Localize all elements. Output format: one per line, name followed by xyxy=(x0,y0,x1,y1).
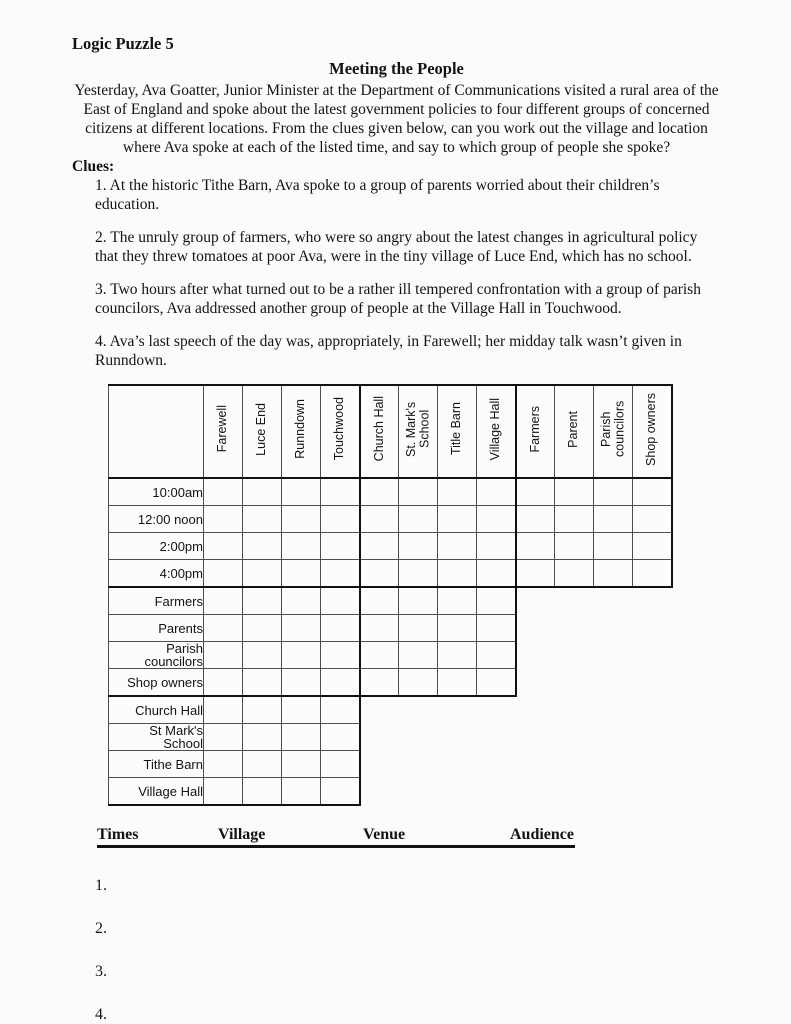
grid-cell xyxy=(243,751,282,778)
grid-cell xyxy=(204,778,243,806)
row-label: Farmers xyxy=(109,587,204,615)
grid-cell xyxy=(204,724,243,751)
grid-cell xyxy=(282,615,321,642)
grid-cell xyxy=(243,642,282,669)
grid-cell xyxy=(282,642,321,669)
corner-cell xyxy=(109,385,204,478)
grid-cell xyxy=(477,506,516,533)
row-label: Tithe Barn xyxy=(109,751,204,778)
grid-cell xyxy=(438,478,477,506)
grid-cell xyxy=(555,560,594,588)
column-header xyxy=(555,385,594,478)
column-header-label: Shop owners xyxy=(644,392,658,466)
grid-cell xyxy=(360,669,399,697)
intro-paragraph: Yesterday, Ava Goatter, Junior Minister at the Department of Communications visited a rural area of the East of England and spoke about the latest government policies to four different groups of concerned citizens at different locations. From the clues given below, can you work out the village and location where Ava spoke at each of the listed time, and say to which group of people she spoke? xyxy=(74,82,719,156)
column-header xyxy=(516,385,555,478)
column-header-label: Parent xyxy=(566,410,581,448)
column-header xyxy=(282,385,321,478)
grid-cell xyxy=(438,669,477,697)
grid-cell xyxy=(438,642,477,669)
grid-cell xyxy=(321,506,360,533)
column-header-label: Touchwood xyxy=(332,397,346,461)
doc-subtitle: Meeting the People xyxy=(329,59,464,78)
grid-cell xyxy=(477,560,516,588)
grid-cell xyxy=(633,560,672,588)
grid-cell xyxy=(633,506,672,533)
grid-cell xyxy=(321,615,360,642)
grid-cell xyxy=(555,478,594,506)
clue-item: 1. At the historic Tithe Barn, Ava spoke to a group of parents worried about their children’s education. xyxy=(95,177,660,213)
grid-cell xyxy=(204,533,243,560)
grid-cell xyxy=(204,696,243,724)
column-header-label: Farmers xyxy=(527,405,542,453)
doc-title: Logic Puzzle 5 xyxy=(72,34,174,53)
grid-cell xyxy=(243,478,282,506)
grid-cell xyxy=(477,478,516,506)
grid-cell xyxy=(204,587,243,615)
grid-cell xyxy=(243,724,282,751)
column-header xyxy=(321,385,360,478)
clues-heading: Clues: xyxy=(72,158,115,175)
row-label: Parents xyxy=(109,615,204,642)
grid-cell xyxy=(399,506,438,533)
row-label: Shop owners xyxy=(109,669,204,697)
grid-cell xyxy=(360,615,399,642)
grid-cell xyxy=(360,478,399,506)
grid-cell xyxy=(321,696,360,724)
grid-cell xyxy=(516,506,555,533)
grid-cell xyxy=(633,533,672,560)
grid-cell xyxy=(516,533,555,560)
answers-header-times: Times xyxy=(97,826,139,843)
grid-cell xyxy=(594,533,633,560)
grid-cell xyxy=(243,587,282,615)
grid-cell xyxy=(477,587,516,615)
row-label: St Mark's School xyxy=(109,724,204,751)
row-label: 10:00am xyxy=(109,478,204,506)
grid-cell xyxy=(594,506,633,533)
column-header-label: Farewell xyxy=(215,405,230,453)
grid-cell xyxy=(555,533,594,560)
grid-cell xyxy=(438,533,477,560)
answers-header-venue: Venue xyxy=(363,826,406,843)
column-header-label: Runndown xyxy=(293,399,308,459)
column-header-label: Church Hall xyxy=(371,396,386,462)
grid-cell xyxy=(438,506,477,533)
answers-header-audience: Audience xyxy=(510,826,574,843)
grid-cell xyxy=(321,478,360,506)
grid-cell xyxy=(399,615,438,642)
row-label: Village Hall xyxy=(109,778,204,806)
grid-cell xyxy=(243,615,282,642)
row-label: Church Hall xyxy=(109,696,204,724)
grid-cell xyxy=(321,533,360,560)
grid-cell xyxy=(321,751,360,778)
grid-cell xyxy=(360,587,399,615)
grid-cell xyxy=(282,724,321,751)
row-label: 2:00pm xyxy=(109,533,204,560)
grid-cell xyxy=(243,533,282,560)
grid-cell xyxy=(438,615,477,642)
grid-cell xyxy=(204,560,243,588)
grid-cell xyxy=(399,533,438,560)
answers-header xyxy=(97,826,575,848)
answers-header-village: Village xyxy=(218,826,266,843)
grid-cell xyxy=(399,642,438,669)
answer-item: 1. xyxy=(95,877,107,894)
column-header xyxy=(594,385,633,478)
column-header xyxy=(477,385,516,478)
answer-item: 4. xyxy=(95,1006,107,1023)
grid-cell xyxy=(243,696,282,724)
grid-cell xyxy=(594,560,633,588)
grid-cell xyxy=(282,778,321,806)
grid-cell xyxy=(594,478,633,506)
grid-cell xyxy=(282,533,321,560)
clue-item: 2. The unruly group of farmers, who were so angry about the latest changes in agricultural policy that they threw tomatoes at poor Ava, were in the tiny village of Luce End, which has no school. xyxy=(95,229,698,265)
grid-cell xyxy=(282,669,321,697)
clue-item: 4. Ava’s last speech of the day was, appropriately, in Farewell; her midday talk wasn’t given in Runndown. xyxy=(95,333,682,369)
column-header-label: Parish councilors xyxy=(598,400,626,458)
grid-cell xyxy=(243,506,282,533)
grid-cell xyxy=(243,778,282,806)
column-header xyxy=(399,385,438,478)
grid-cell xyxy=(282,506,321,533)
grid-cell xyxy=(243,560,282,588)
grid-cell xyxy=(360,560,399,588)
column-header xyxy=(438,385,477,478)
grid-cell xyxy=(204,669,243,697)
column-header-label: Village Hall xyxy=(488,397,502,461)
grid-cell xyxy=(516,478,555,506)
grid-cell xyxy=(282,560,321,588)
grid-cell xyxy=(204,478,243,506)
grid-cell xyxy=(516,560,555,588)
grid-cell xyxy=(321,724,360,751)
grid-cell xyxy=(204,751,243,778)
answer-item: 3. xyxy=(95,963,107,980)
column-header xyxy=(243,385,282,478)
column-header xyxy=(204,385,243,478)
grid-cell xyxy=(477,615,516,642)
grid-cell xyxy=(282,696,321,724)
column-header-label: St. Mark's School xyxy=(403,401,431,457)
grid-cell xyxy=(243,669,282,697)
row-label: 12:00 noon xyxy=(109,506,204,533)
column-header-label: Luce End xyxy=(254,402,269,456)
grid-cell xyxy=(438,560,477,588)
grid-cell xyxy=(204,615,243,642)
grid-cell xyxy=(321,778,360,806)
grid-cell xyxy=(321,560,360,588)
grid-cell xyxy=(399,560,438,588)
grid-cell xyxy=(360,506,399,533)
grid-cell xyxy=(477,642,516,669)
grid-cell xyxy=(282,478,321,506)
column-header xyxy=(360,385,399,478)
logic-grid xyxy=(108,384,673,806)
grid-cell xyxy=(399,587,438,615)
grid-cell xyxy=(360,533,399,560)
grid-cell xyxy=(360,642,399,669)
grid-cell xyxy=(633,478,672,506)
column-header-label: Title Barn xyxy=(449,402,464,456)
grid-cell xyxy=(399,478,438,506)
grid-cell xyxy=(204,506,243,533)
grid-cell xyxy=(477,669,516,697)
grid-cell xyxy=(477,533,516,560)
row-label: Parish councilors xyxy=(109,642,204,669)
grid-cell xyxy=(321,669,360,697)
clues-list xyxy=(95,176,719,370)
grid-cell xyxy=(321,587,360,615)
grid-cell xyxy=(399,669,438,697)
grid-cell xyxy=(282,587,321,615)
grid-cell xyxy=(438,587,477,615)
grid-cell xyxy=(204,642,243,669)
row-label: 4:00pm xyxy=(109,560,204,588)
grid-cell xyxy=(555,506,594,533)
grid-cell xyxy=(321,642,360,669)
clue-item: 3. Two hours after what turned out to be a rather ill tempered confrontation with a group of parish councilors, Ava addressed another group of people at the Village Hall in Touchwood. xyxy=(95,281,701,317)
column-header xyxy=(633,385,672,478)
grid-cell xyxy=(282,751,321,778)
answer-item: 2. xyxy=(95,920,107,937)
